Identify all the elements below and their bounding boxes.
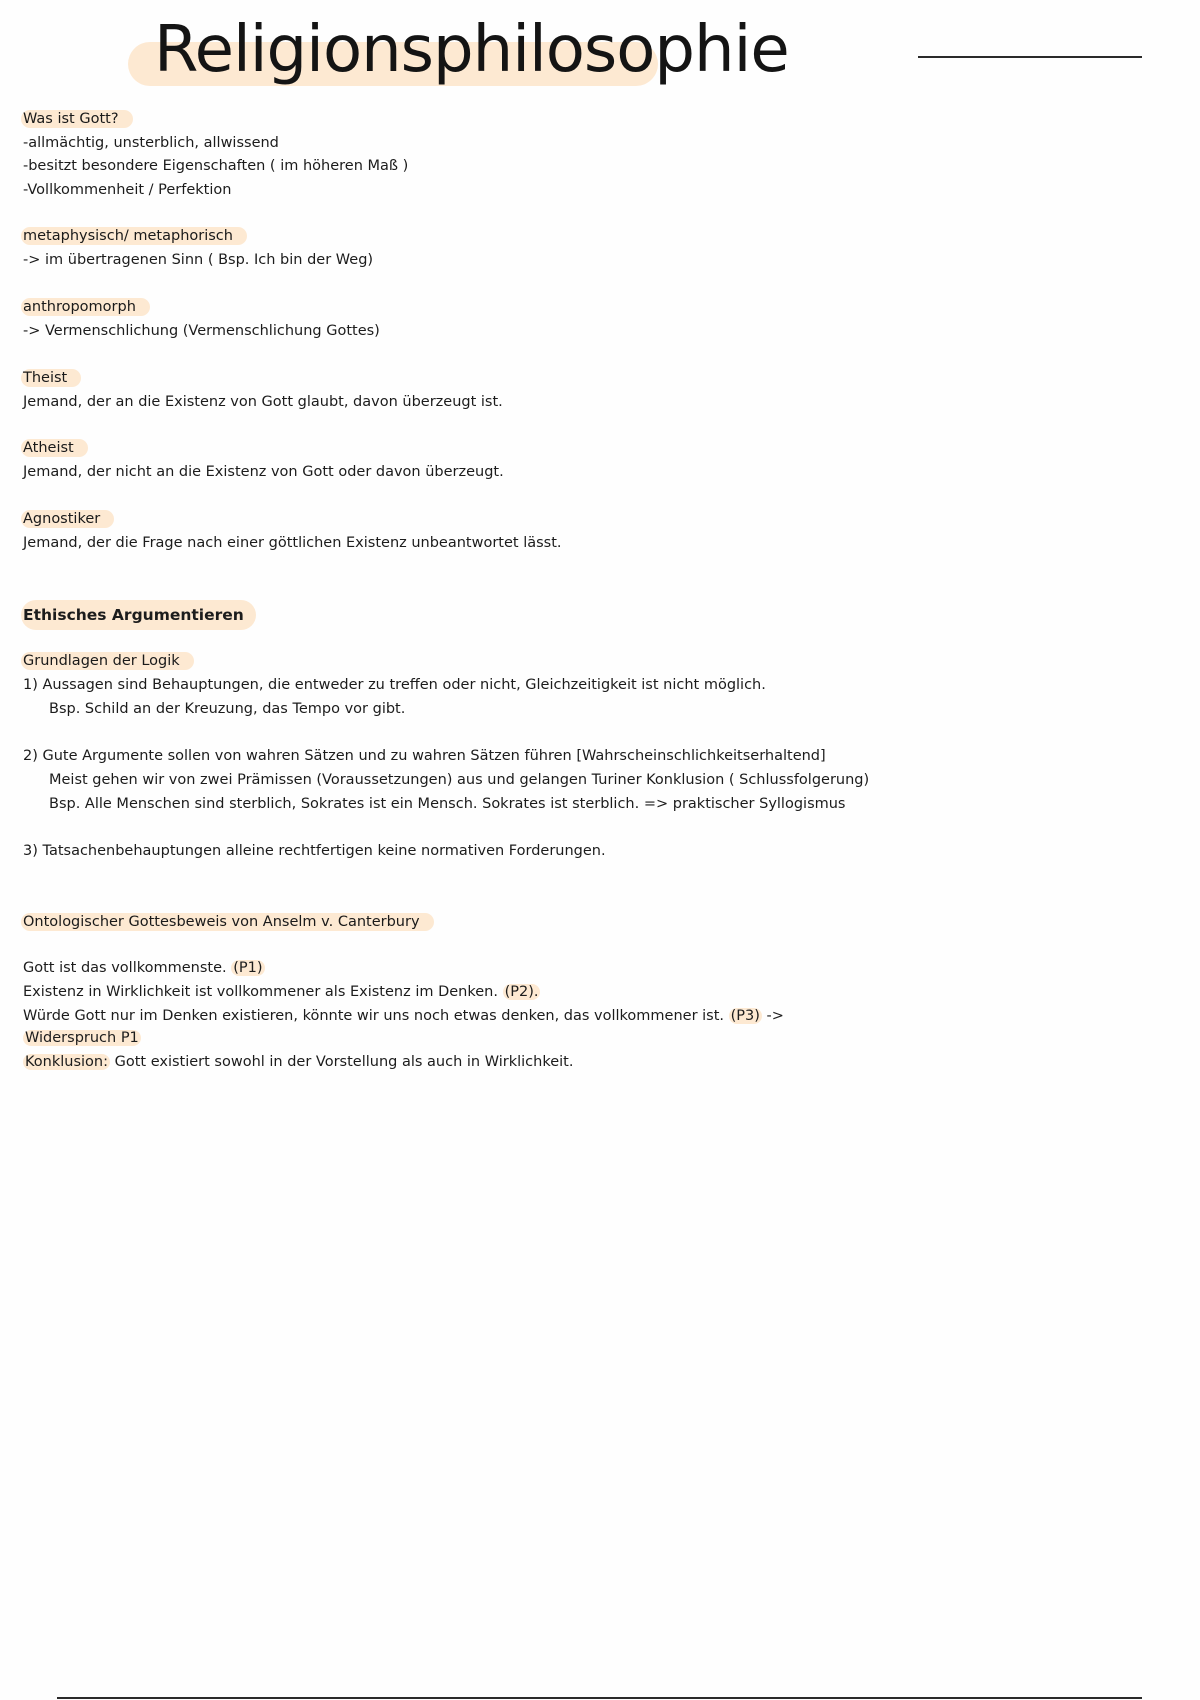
anselm-contradiction xyxy=(23,1027,141,1049)
conclusion-label: Konklusion: xyxy=(25,1054,108,1070)
arrow-text: -> xyxy=(761,1008,784,1024)
subheading-logik xyxy=(23,650,194,672)
heading-ethik xyxy=(23,604,256,627)
heading-anselm-text: Ontologischer Gottesbeweis von Anselm v. Canterbury xyxy=(21,913,434,931)
heading-gott xyxy=(23,108,133,130)
page-title: Religionsphilosophie xyxy=(154,13,789,87)
logik-point-2: 2) Gute Argumente sollen von wahren Sätzen und zu wahren Sätzen führen [Wahrscheinschlichkeitserhaltend] xyxy=(23,748,826,764)
heading-agnostiker xyxy=(23,508,114,530)
heading-ethik-text: Ethisches Argumentieren xyxy=(21,600,256,630)
gott-line-3: -Vollkommenheit / Perfektion xyxy=(23,182,232,198)
heading-gott-text: Was ist Gott? xyxy=(21,110,133,128)
atheist-line: Jemand, der nicht an die Existenz von Gott oder davon überzeugt. xyxy=(23,464,504,480)
conclusion-text: Gott existiert sowohl in der Vorstellung als auch in Wirklichkeit. xyxy=(110,1054,574,1070)
anselm-premise-2 xyxy=(23,981,540,1003)
heading-metaphysisch xyxy=(23,225,247,247)
anselm-conclusion xyxy=(23,1051,573,1073)
heading-anthropomorph-text: anthropomorph xyxy=(21,298,150,316)
metaphysisch-line: -> im übertragenen Sinn ( Bsp. Ich bin der Weg) xyxy=(23,252,374,268)
anthropomorph-line: -> Vermenschlichung (Vermenschlichung Gottes) xyxy=(23,323,380,339)
contradiction-text: Widerspruch P1 xyxy=(25,1030,139,1046)
anselm-premise-2-text: Existenz in Wirklichkeit ist vollkommener als Existenz im Denken. xyxy=(23,984,503,1000)
gott-line-1: -allmächtig, unsterblich, allwissend xyxy=(23,135,279,151)
heading-anthropomorph xyxy=(23,296,150,318)
heading-theist xyxy=(23,367,81,389)
title-block xyxy=(128,8,789,92)
logik-point-2-example: Bsp. Alle Menschen sind sterblich, Sokrates ist ein Mensch. Sokrates ist sterblich. => praktischer Syllogismus xyxy=(49,796,846,812)
premise-tag-p2: (P2). xyxy=(504,984,539,1000)
logik-point-2-detail: Meist gehen wir von zwei Prämissen (Voraussetzungen) aus und gelangen Turiner Konklusion ( Schlussfolgerung) xyxy=(49,772,870,788)
heading-atheist xyxy=(23,437,88,459)
anselm-premise-3 xyxy=(23,1005,784,1027)
heading-theist-text: Theist xyxy=(21,369,81,387)
premise-tag-p3: (P3) xyxy=(730,1008,760,1024)
logik-point-3: 3) Tatsachenbehauptungen alleine rechtfertigen keine normativen Forderungen. xyxy=(23,843,606,859)
agnostiker-line: Jemand, der die Frage nach einer göttlichen Existenz unbeantwortet lässt. xyxy=(23,535,562,551)
anselm-premise-1 xyxy=(23,957,265,979)
subheading-logik-text: Grundlagen der Logik xyxy=(21,652,194,670)
logik-point-1: 1) Aussagen sind Behauptungen, die entweder zu treffen oder nicht, Gleichzeitigkeit ist nicht möglich. xyxy=(23,677,766,693)
heading-anselm xyxy=(23,911,434,933)
anselm-premise-1-text: Gott ist das vollkommenste. xyxy=(23,960,232,976)
theist-line: Jemand, der an die Existenz von Gott glaubt, davon überzeugt ist. xyxy=(23,394,503,410)
bottom-rule xyxy=(57,1697,1142,1699)
top-rule xyxy=(918,56,1142,58)
heading-atheist-text: Atheist xyxy=(21,439,88,457)
heading-metaphysisch-text: metaphysisch/ metaphorisch xyxy=(21,227,247,245)
premise-tag-p1: (P1) xyxy=(233,960,263,976)
heading-agnostiker-text: Agnostiker xyxy=(21,510,114,528)
logik-point-1-example: Bsp. Schild an der Kreuzung, das Tempo vor gibt. xyxy=(49,701,406,717)
anselm-premise-3-text: Würde Gott nur im Denken existieren, könnte wir uns noch etwas denken, das vollkommener ist. xyxy=(23,1008,729,1024)
gott-line-2: -besitzt besondere Eigenschaften ( im höheren Maß ) xyxy=(23,158,409,174)
